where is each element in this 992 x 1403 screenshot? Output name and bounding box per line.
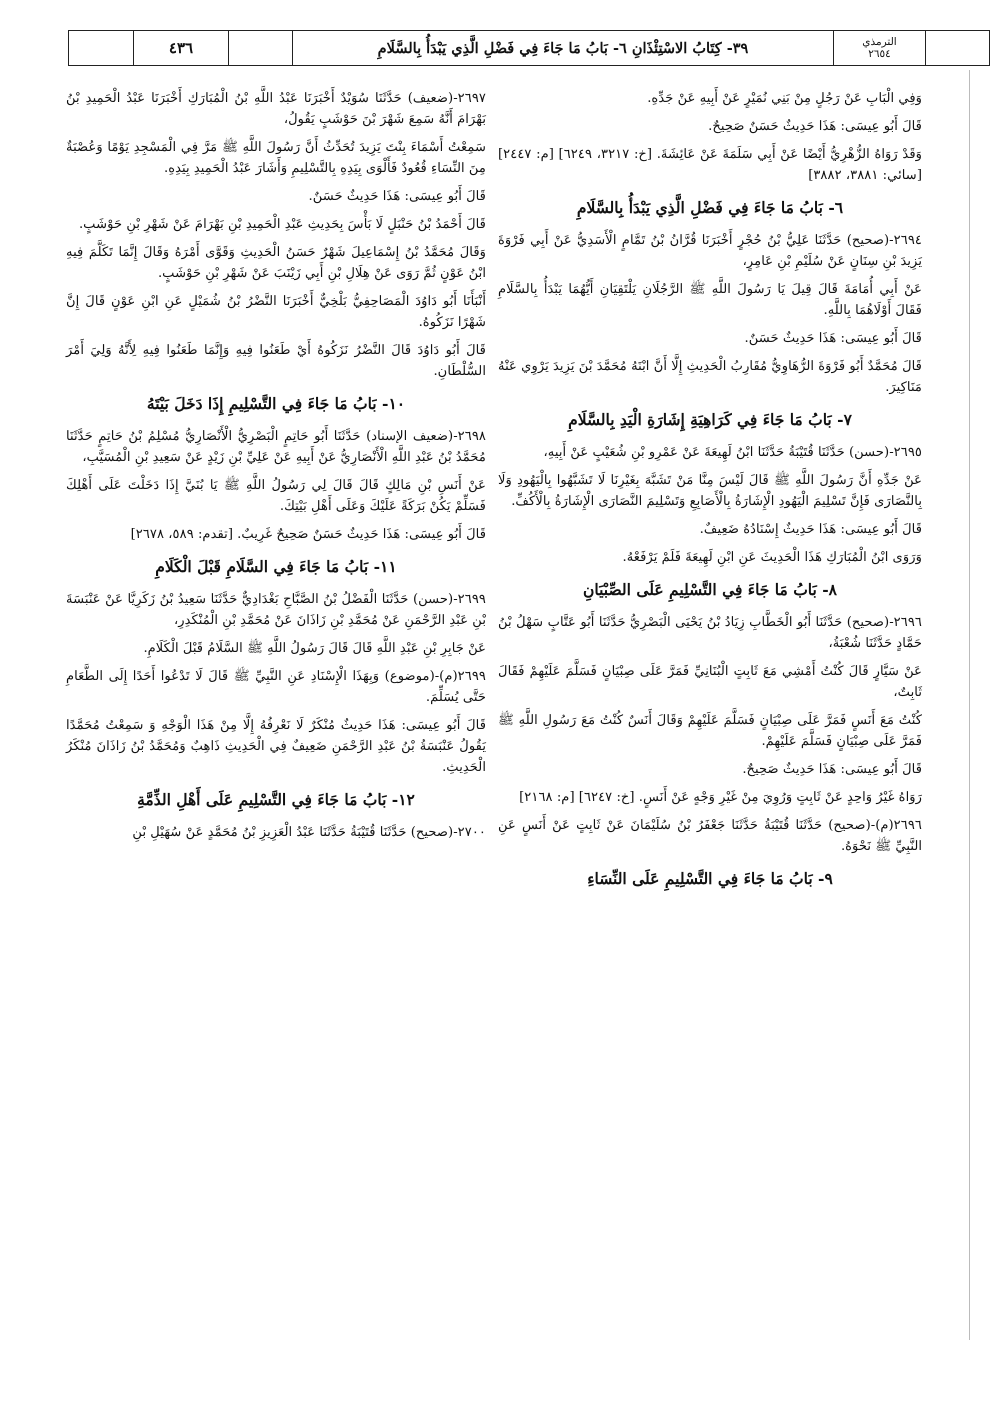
chapter-heading: ٩- بَابُ مَا جَاءَ فِي التَّسْلِيمِ عَلَى النِّسَاءِ [587, 869, 833, 888]
reference-label: الترمذي [862, 36, 897, 48]
right-column [498, 88, 922, 901]
paragraph: ٢٧٠٠-(صحيح) حَدَّثَنَا قُتَيْبَةُ حَدَّثَنَا عَبْدُ الْعَزِيزِ بْنُ مُحَمَّدٍ عَنْ سُهَيْلِ بْنِ [132, 825, 486, 840]
page-number: ٤٣٦ [133, 31, 228, 65]
paragraph: ٢٦٩٦-(صحيح) حَدَّثَنَا أَبُو الْخَطَّابِ زِيَادُ بْنُ يَحْيَى الْبَصْرِيُّ حَدَّثَنَا أَبُو عَتَّابٍ سَهْلُ بْنُ حَمَّادٍ حَدَّثَنَا شُعْبَةُ، [498, 615, 922, 651]
paragraph: ٢٦٩٥-(حسن) حَدَّثَنَا قُتَيْبَةُ حَدَّثَنَا ابْنُ لَهِيعَةَ عَنْ عَمْرِو بْنِ شُعَيْبٍ عَنْ أَبِيهِ، [543, 445, 922, 460]
paragraph: وَرَوَى ابْنُ الْمُبَارَكِ هَذَا الْحَدِيثَ عَنِ ابْنِ لَهِيعَةَ فَلَمْ يَرْفَعْهُ. [622, 550, 922, 565]
paragraph: عَنْ جَدِّهِ أَنَّ رَسُولَ اللَّهِ ﷺ قَالَ لَيْسَ مِنَّا مَنْ تَشَبَّهَ بِغَيْرِنَا لَا تَشَبَّهُوا بِالْيَهُودِ وَلَا بِالنَّصَارَى فَإِنَّ تَسْلِيمَ الْيَهُودِ الْإِشَارَةُ بِالْأَصَابِعِ وَتَسْلِيمَ النَّصَارَى الْإِشَارَةُ بِالْأَكُفِّ. [498, 473, 922, 509]
chapter-heading: ١١- بَابُ مَا جَاءَ فِي السَّلَامِ قَبْلَ الْكَلَامِ [155, 557, 397, 576]
left-column [66, 88, 486, 850]
paragraph: وَقَدْ رَوَاهُ الزُّهْرِيُّ أَيْضًا عَنْ أَبِي سَلَمَةَ عَنْ عَائِشَةَ. [خ: ٣٢١٧، ٦٢٤٩] [م: ٢٤٤٧] [سائي: ٣٨٨١، ٣٨٨٢] [498, 147, 923, 183]
paragraph: سَمِعْتُ أَسْمَاءَ بِنْتَ يَزِيدَ تُحَدِّثُ أَنَّ رَسُولَ اللَّهِ ﷺ مَرَّ فِي الْمَسْجِدِ يَوْمًا وَعُصْبَةٌ مِنَ النِّسَاءِ قُعُودٌ فَأَلْوَى بِيَدِهِ بِالتَّسْلِيمِ وَأَشَارَ عَبْدُ الْحَمِيدِ بِيَدِهِ. [66, 140, 486, 176]
header-empty-cell [925, 31, 989, 65]
paragraph: قَالَ أَبُو عِيسَى: هَذَا حَدِيثٌ حَسَنٌ صَحِيحٌ. [708, 119, 922, 134]
paragraph: ٢٦٩٧-(ضعيف) حَدَّثَنَا سُوَيْدٌ أَخْبَرَنَا عَبْدُ اللَّهِ بْنُ الْمُبَارَكِ أَخْبَرَنَا عَبْدُ الْحَمِيدِ بْنُ بَهْرَامَ أَنَّهُ سَمِعَ شَهْرَ بْنَ حَوْشَبٍ يَقُولُ، [66, 91, 486, 127]
chapter-heading: ١٢- بَابُ مَا جَاءَ فِي التَّسْلِيمِ عَلَى أَهْلِ الذِّمَّةِ [137, 790, 415, 809]
header-empty-cell [69, 31, 133, 65]
header-empty-cell [228, 31, 292, 65]
chapter-heading: ٦- بَابُ مَا جَاءَ فِي فَضْلِ الَّذِي يَبْدَأُ بِالسَّلَامِ [576, 198, 844, 217]
paragraph: وَفِي الْبَابِ عَنْ رَجُلٍ مِنْ بَنِي نُمَيْرٍ عَنْ أَبِيهِ عَنْ جَدِّهِ. [647, 91, 922, 106]
paragraph: ٢٦٩٩(م)-(موضوع) وَبِهَذَا الْإِسْنَادِ عَنِ النَّبِيِّ ﷺ قَالَ لَا تَدْعُوا أَحَدًا إِلَى الطَّعَامِ حَتَّى يُسَلِّمَ. [66, 669, 486, 705]
paragraph: أَنْبَأَنَا أَبُو دَاوُدَ الْمَصَاحِفِيُّ بَلْخِيٌّ أَخْبَرَنَا النَّضْرُ بْنُ شُمَيْلٍ عَنِ ابْنِ عَوْنٍ قَالَ إِنَّ شَهْرًا نَزَكُوهُ. [66, 294, 486, 330]
scan-edge-line [969, 70, 970, 1340]
paragraph: قَالَ أَبُو دَاوُدَ قَالَ النَّضْرُ نَزَكُوهُ أَيْ طَعَنُوا فِيهِ وَإِنَّمَا طَعَنُوا فِيهِ لِأَنَّهُ وَلِيَ أَمْرَ السُّلْطَانِ. [66, 343, 486, 379]
paragraph: رَوَاهُ غَيْرُ وَاحِدٍ عَنْ ثَابِتٍ وَرُوِيَ مِنْ غَيْرِ وَجْهٍ عَنْ أَنَسٍ. [خ: ٦٢٤٧] [م: ٢١٦٨] [519, 790, 922, 805]
reference-number: ٢٦٥٤ [868, 48, 891, 60]
paragraph: كُنْتُ مَعَ أَنَسٍ فَمَرَّ عَلَى صِبْيَانٍ فَسَلَّمَ عَلَيْهِمْ وَقَالَ أَنَسٌ كُنْتُ مَعَ رَسُولِ اللَّهِ ﷺ فَمَرَّ عَلَى صِبْيَانٍ فَسَلَّمَ عَلَيْهِمْ. [498, 713, 922, 749]
paragraph: قَالَ أَبُو عِيسَى: هَذَا حَدِيثٌ إِسْنَادُهُ ضَعِيفٌ. [699, 522, 922, 537]
paragraph: عَنْ أَبِي أُمَامَةَ قَالَ قِيلَ يَا رَسُولَ اللَّهِ ﷺ الرَّجُلَانِ يَلْتَقِيَانِ أَيُّهُمَا يَبْدَأُ بِالسَّلَامِ فَقَالَ أَوْلَاهُمَا بِاللَّهِ. [498, 282, 922, 318]
paragraph: ٢٦٩٦(م)-(صحيح) حَدَّثَنَا قُتَيْبَةُ حَدَّثَنَا جَعْفَرُ بْنُ سُلَيْمَانَ عَنْ ثَابِتٍ عَنْ أَنَسٍ عَنِ النَّبِيِّ ﷺ نَحْوَهُ. [498, 818, 922, 854]
running-title: ٣٩- كِتَابُ الاسْتِئْذَانِ ٦- بَابُ مَا جَاءَ فِي فَضْلِ الَّذِي يَبْدَأُ بِالسَّلَامِ [292, 31, 833, 65]
paragraph: قَالَ أَبُو عِيسَى: هَذَا حَدِيثٌ مُنْكَرٌ لَا نَعْرِفُهُ إِلَّا مِنْ هَذَا الْوَجْهِ وَ سَمِعْتُ مُحَمَّدًا يَقُولُ عَنْبَسَةُ بْنُ عَبْدِ الرَّحْمَنِ ضَعِيفٌ فِي الْحَدِيثِ ذَاهِبٌ وَمُحَمَّدُ بْنُ زَاذَانَ مُنْكَرُ الْحَدِيثِ. [66, 718, 486, 775]
paragraph: ٢٦٩٨-(ضعيف الإسناد) حَدَّثَنَا أَبُو حَاتِمٍ الْبَصْرِيُّ الْأَنْصَارِيُّ مُسْلِمُ بْنُ حَاتِمٍ حَدَّثَنَا مُحَمَّدُ بْنُ عَبْدِ اللَّهِ الْأَنْصَارِيُّ عَنْ أَبِيهِ عَنْ عَلِيِّ بْنِ زَيْدٍ عَنْ سَعِيدِ بْنِ الْمُسَيَّبِ، [66, 429, 486, 465]
paragraph: ٢٦٩٤-(صحيح) حَدَّثَنَا عَلِيُّ بْنُ حُجْرٍ أَخْبَرَنَا قُرَّانُ بْنُ تَمَّامٍ الْأَسَدِيُّ عَنْ أَبِي فَرْوَةَ يَزِيدَ بْنِ سِنَانٍ عَنْ سُلَيْمِ بْنِ عَامِرٍ، [498, 233, 922, 269]
paragraph: وَقَالَ مُحَمَّدُ بْنُ إِسْمَاعِيلَ شَهْرٌ حَسَنُ الْحَدِيثِ وَقَوَّى أَمْرَهُ وَقَالَ إِنَّمَا تَكَلَّمَ فِيهِ ابْنُ عَوْنٍ ثُمَّ رَوَى عَنْ هِلَالِ بْنِ أَبِي زَيْنَبَ عَنْ شَهْرِ بْنِ حَوْشَبٍ. [66, 245, 486, 281]
paragraph: قَالَ أَبُو عِيسَى: هَذَا حَدِيثٌ حَسَنٌ صَحِيحٌ غَرِيبٌ. [تقدم: ٥٨٩، ٢٦٧٨] [130, 527, 486, 542]
paragraph: عَنْ جَابِرِ بْنِ عَبْدِ اللَّهِ قَالَ قَالَ رَسُولُ اللَّهِ ﷺ السَّلَامُ قَبْلَ الْكَلَامِ. [143, 641, 486, 656]
paragraph: قَالَ أَبُو عِيسَى: هَذَا حَدِيثٌ صَحِيحٌ. [742, 762, 922, 777]
paragraph: ٢٦٩٩-(حسن) حَدَّثَنَا الْفَضْلُ بْنُ الصَّبَّاحِ بَغْدَادِيٌّ حَدَّثَنَا سَعِيدُ بْنُ زَكَرِيَّا عَنْ عَنْبَسَةَ بْنِ عَبْدِ الرَّحْمَنِ عَنْ مُحَمَّدِ بْنِ زَاذَانَ عَنْ مُحَمَّدِ بْنِ الْمُنْكَدِرِ، [66, 592, 486, 628]
hadith-reference [833, 31, 925, 65]
paragraph: عَنْ سَيَّارٍ قَالَ كُنْتُ أَمْشِي مَعَ ثَابِتٍ الْبُنَانِيِّ فَمَرَّ عَلَى صِبْيَانٍ فَسَلَّمَ عَلَيْهِمْ فَقَالَ ثَابِتٌ، [498, 664, 922, 700]
chapter-heading: ٨- بَابُ مَا جَاءَ فِي التَّسْلِيمِ عَلَى الصِّبْيَانِ [583, 580, 837, 599]
paragraph: قَالَ أَبُو عِيسَى: هَذَا حَدِيثٌ حَسَنٌ. [744, 331, 922, 346]
paragraph: قَالَ مُحَمَّدٌ أَبُو فَرْوَةَ الرُّهَاوِيُّ مُقَارِبُ الْحَدِيثِ إِلَّا أَنَّ ابْنَهُ مُحَمَّدَ بْنَ يَزِيدَ يَرْوِي عَنْهُ مَنَاكِيرَ. [498, 359, 922, 395]
page-header [68, 30, 990, 66]
paragraph: قَالَ أَبُو عِيسَى: هَذَا حَدِيثٌ حَسَنٌ. [308, 189, 486, 204]
chapter-heading: ٧- بَابُ مَا جَاءَ فِي كَرَاهِيَةِ إِشَارَةِ الْيَدِ بِالسَّلَامِ [568, 410, 852, 429]
paragraph: قَالَ أَحْمَدُ بْنُ حَنْبَلٍ لَا بَأْسَ بِحَدِيثِ عَبْدِ الْحَمِيدِ بْنِ بَهْرَامَ عَنْ شَهْرِ بْنِ حَوْشَبٍ. [78, 217, 486, 232]
paragraph: عَنْ أَنَسِ بْنِ مَالِكٍ قَالَ قَالَ لِي رَسُولُ اللَّهِ ﷺ يَا بُنَيَّ إِذَا دَخَلْتَ عَلَى أَهْلِكَ فَسَلِّمْ يَكُنْ بَرَكَةً عَلَيْكَ وَعَلَى أَهْلِ بَيْتِكَ. [66, 478, 486, 514]
chapter-heading: ١٠- بَابُ مَا جَاءَ فِي التَّسْلِيمِ إِذَا دَخَلَ بَيْتَهُ [146, 394, 406, 413]
